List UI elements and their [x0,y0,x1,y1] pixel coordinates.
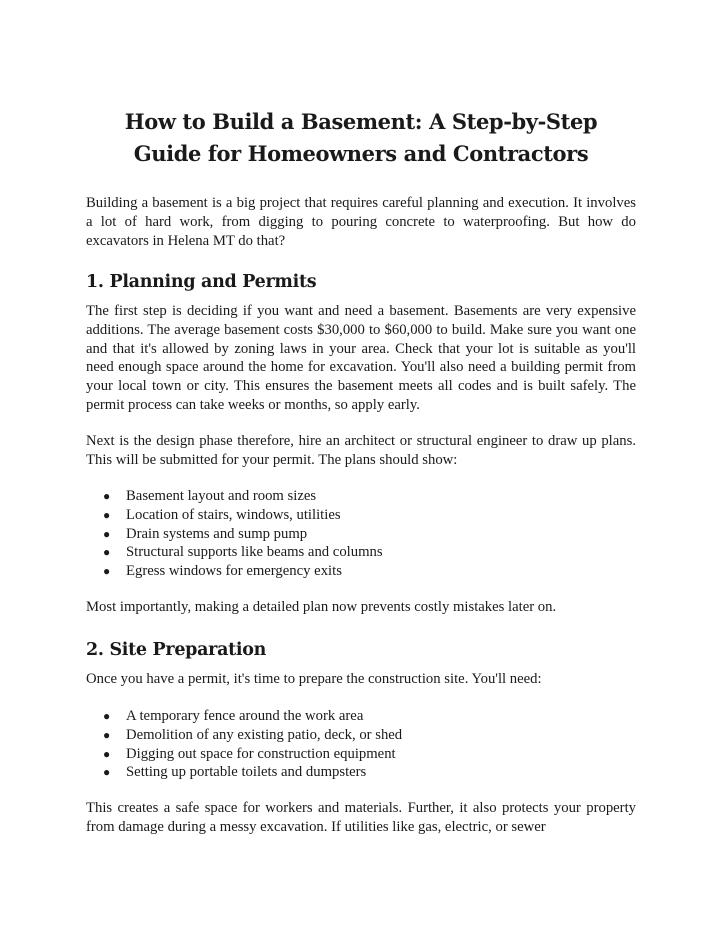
intro-paragraph: Building a basement is a big project that requires careful planning and execution. It involves a lot of hard work, from digging to pouring concrete to waterproofing. But how do excavators in Helena MT do that? [86,195,636,249]
section-2-heading: 2. Site Preparation [86,640,267,660]
list-item: ● Location of stairs, windows, utilities [103,506,341,523]
bullet-icon: ● [103,765,111,780]
section-1-paragraph-2: Next is the design phase therefore, hire an architect or structural engineer to draw up plans. This will be submitted for your permit. The plans should show: [86,433,636,468]
section-2-paragraph-1: Once you have a permit, it's time to prepare the construction site. You'll need: [86,671,542,687]
list-item: ● Structural supports like beams and columns [103,544,383,561]
bullet-icon: ● [103,545,111,560]
bullet-icon: ● [103,564,111,579]
bullet-icon: ● [103,709,111,723]
list-item: ● Egress windows for emergency exits [103,563,342,580]
document-title [86,106,636,170]
list-item: ● Demolition of any existing patio, deck, or shed [103,726,403,743]
section-1-bullet-list [86,487,383,581]
list-item: ● Setting up portable toilets and dumpsters [103,764,367,781]
title-line-1: How to Build a Basement: A Step-by-Step [124,109,598,134]
list-item: ● A temporary fence around the work area [103,708,364,724]
section-2-bullet-list [86,707,402,782]
bullet-icon: ● [103,746,111,761]
bullet-icon: ● [103,489,111,503]
title-line-2: Guide for Homeowners and Contractors [133,141,589,166]
bullet-icon: ● [103,727,111,742]
section-1-heading: 1. Planning and Permits [86,272,317,292]
section-1-paragraph-1: The first step is deciding if you want and need a basement. Basements are very expensive additions. The average basement costs $30,000 to $60,000 to build. Make sure you want one and that it's allowed by zoning laws in your area. Check that your lot is suitable as you'll need enough space around the home for excavation. You'll also need a building permit from your local town or city. This ensures the basement meets all codes and is built safely. The permit process can take weeks or months, so apply early. [86,303,636,413]
list-item: ● Digging out space for construction equipment [103,745,396,762]
section-1-paragraph-3: Most importantly, making a detailed plan now prevents costly mistakes later on. [86,599,557,615]
list-item: ● Drain systems and sump pump [103,525,308,542]
bullet-icon: ● [103,526,111,541]
bullet-icon: ● [103,507,111,522]
section-2-paragraph-2: This creates a safe space for workers and materials. Further, it also protects your property from damage during a messy excavation. If utilities like gas, electric, or sewer [86,800,636,835]
list-item: ● Basement layout and room sizes [103,488,317,504]
